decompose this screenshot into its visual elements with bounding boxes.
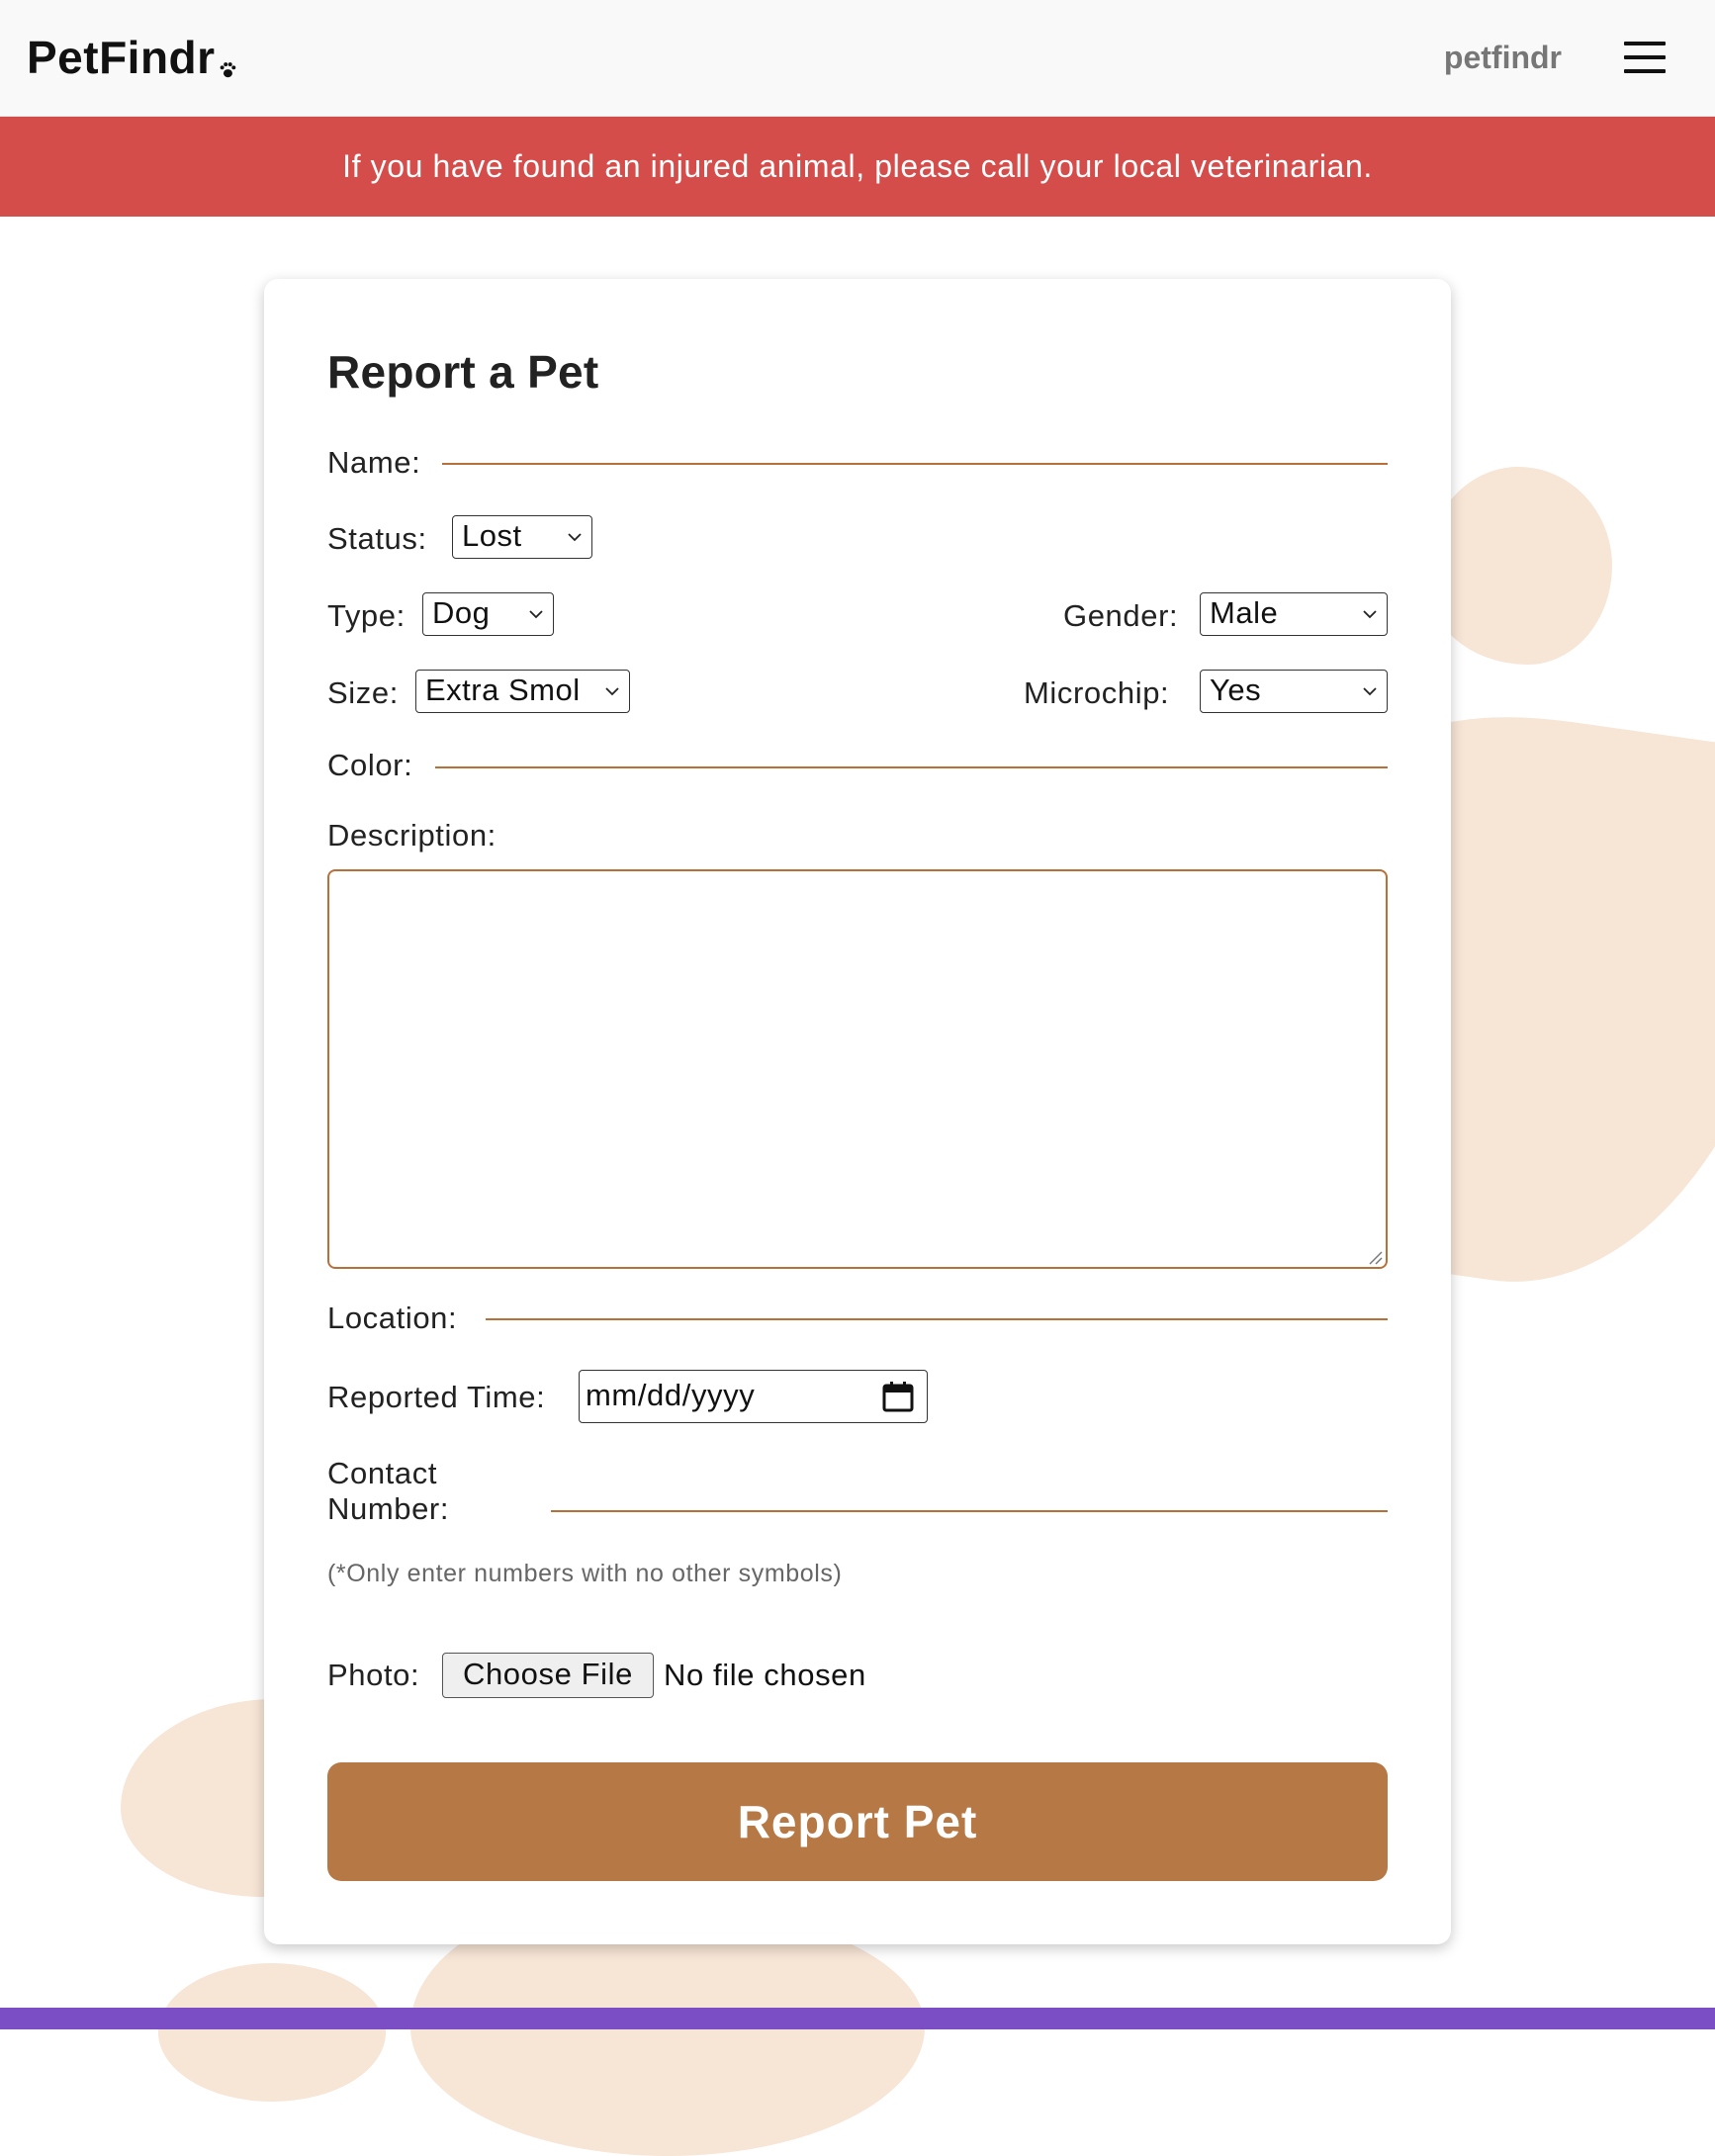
report-pet-card	[264, 279, 1451, 1944]
type-select-value: Dog	[432, 595, 491, 630]
injured-animal-alert	[0, 117, 1715, 217]
size-select-value: Extra Smol	[425, 673, 581, 707]
contact-number-input[interactable]	[551, 1473, 1388, 1512]
brand-name[interactable]: PetFindr	[27, 32, 216, 83]
type-select[interactable]	[422, 592, 554, 636]
top-navbar	[0, 0, 1715, 117]
calendar-icon[interactable]	[881, 1380, 915, 1413]
chevron-down-icon	[567, 529, 583, 545]
type-label: Type:	[327, 598, 406, 633]
nav-username-link[interactable]: petfindr	[1443, 40, 1562, 75]
paw-icon	[219, 61, 236, 79]
file-status: No file chosen	[664, 1658, 866, 1692]
menu-bar	[1624, 69, 1666, 73]
description-textarea[interactable]	[327, 869, 1388, 1269]
decorative-blob	[1424, 467, 1612, 665]
menu-icon[interactable]	[1624, 38, 1668, 77]
color-input[interactable]	[435, 729, 1388, 768]
size-label: Size:	[327, 675, 399, 710]
size-select[interactable]	[415, 670, 630, 713]
date-placeholder: mm/dd/yyyy	[586, 1378, 756, 1412]
microchip-select-value: Yes	[1210, 673, 1262, 707]
menu-bar	[1624, 55, 1666, 59]
chevron-down-icon	[604, 683, 620, 699]
name-input[interactable]	[442, 425, 1388, 465]
decorative-blob	[158, 1963, 386, 2102]
name-label: Name:	[327, 445, 421, 480]
status-select-value: Lost	[462, 518, 522, 553]
photo-label: Photo:	[327, 1658, 420, 1692]
alert-message: If you have found an injured animal, please call your local veterinarian.	[342, 148, 1373, 184]
footer-bar	[0, 2008, 1715, 2029]
contact-label: Contact	[327, 1456, 438, 1490]
menu-bar	[1624, 42, 1666, 45]
location-label: Location:	[327, 1301, 458, 1335]
chevron-down-icon	[1362, 683, 1378, 699]
contact-hint: (*Only enter numbers with no other symbols)	[327, 1560, 843, 1587]
reported-time-label: Reported Time:	[327, 1380, 546, 1414]
contact-label-line2: Number:	[327, 1491, 450, 1526]
chevron-down-icon	[1362, 606, 1378, 622]
color-label: Color:	[327, 748, 413, 782]
description-label: Description:	[327, 818, 496, 853]
page-title: Report a Pet	[327, 346, 599, 398]
brand-logo[interactable]	[27, 30, 236, 85]
gender-select-value: Male	[1210, 595, 1279, 630]
gender-label: Gender:	[1063, 598, 1179, 633]
gender-select[interactable]	[1200, 592, 1388, 636]
microchip-label: Microchip:	[1024, 675, 1170, 710]
choose-file-button[interactable]: Choose File	[442, 1653, 654, 1698]
location-input[interactable]	[486, 1281, 1388, 1320]
status-label: Status:	[327, 521, 427, 556]
status-select[interactable]	[452, 515, 592, 559]
resize-handle-icon[interactable]	[1368, 1250, 1384, 1266]
chevron-down-icon	[528, 606, 544, 622]
report-pet-button[interactable]: Report Pet	[327, 1762, 1388, 1881]
microchip-select[interactable]	[1200, 670, 1388, 713]
reported-time-input[interactable]	[579, 1370, 928, 1423]
